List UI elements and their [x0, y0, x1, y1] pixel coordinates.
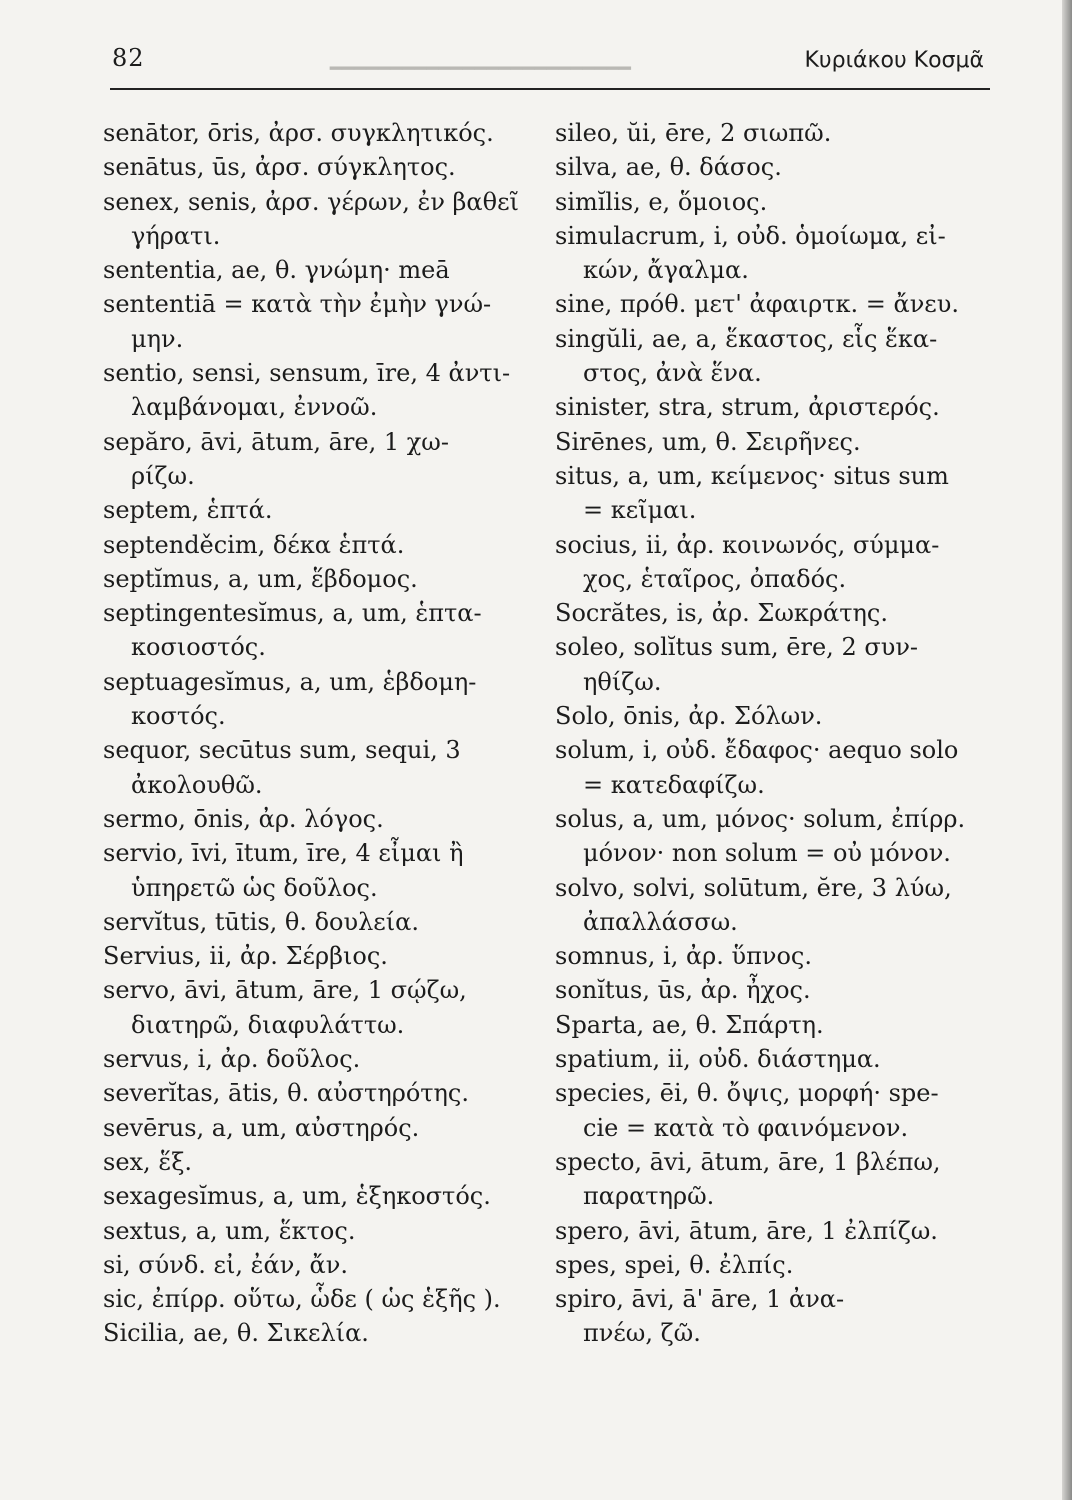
dictionary-entry: sinister, stra, strum, ἀριστερός.: [555, 393, 940, 422]
dictionary-entry: sex, ἕξ.: [103, 1147, 193, 1176]
dictionary-entry: servo, āvi, ātum, āre, 1 σῴζω,: [103, 976, 467, 1005]
dictionary-entry: solum, i, οὐδ. ἔδαφος· aequo solo: [555, 736, 959, 765]
dictionary-entry: Sirēnes, um, θ. Σειρῆνες.: [555, 427, 861, 456]
entry-continuation: ἀπαλλάσσω.: [583, 907, 738, 936]
dictionary-entry: septingentesĭmus, a, um, ἑπτα-: [103, 599, 482, 628]
entry-continuation: κών, ἄγαλμα.: [583, 256, 749, 285]
running-head: Κυριάκου Κοσμᾶ: [804, 48, 984, 73]
entry-continuation: πνέω, ζῶ.: [583, 1319, 701, 1348]
dictionary-entry: simĭlis, e, ὅμοιος.: [555, 187, 768, 216]
dictionary-entry: soleo, solĭtus sum, ēre, 2 συν-: [555, 633, 919, 662]
dictionary-entry: sine, πρόθ. μετ' ἀφαιρτκ. = ἄνευ.: [555, 290, 959, 319]
dictionary-entry: servio, īvi, ītum, īre, 4 εἶμαι ἢ: [103, 839, 464, 868]
entry-continuation: ηθίζω.: [583, 667, 662, 696]
dictionary-entry: somnus, i, ἀρ. ὕπνος.: [555, 942, 812, 971]
bleed-through-text: ━━━━━━━━━━━━━━━━━━━━━━━━━: [330, 56, 632, 80]
entry-continuation: παρατηρῶ.: [583, 1182, 715, 1211]
dictionary-entry: socius, ii, ἀρ. κοινωνός, σύμμα-: [555, 530, 940, 559]
dictionary-entry: singŭli, ae, a, ἕκαστος, εἷς ἕκα-: [555, 324, 938, 353]
entry-continuation: μην.: [131, 324, 184, 353]
dictionary-entry: senātor, ōris, ἀρσ. συγκλητικός.: [103, 119, 494, 147]
left-column: [103, 116, 531, 1351]
dictionary-entry: Solo, ōnis, ἀρ. Σόλων.: [555, 702, 823, 731]
entry-continuation: ἀκολουθῶ.: [131, 770, 263, 799]
entry-continuation: ὑπηρετῶ ὡς δοῦλος.: [131, 873, 378, 902]
dictionary-entry: simulacrum, i, οὐδ. ὁμοίωμα, εἰ-: [555, 221, 946, 250]
entry-continuation: μόνον· non solum = οὐ μόνον.: [583, 839, 951, 868]
dictionary-entry: spes, spei, θ. ἐλπίς.: [555, 1250, 794, 1279]
entry-continuation: λαμβάνομαι, ἐννοῶ.: [131, 393, 378, 422]
dictionary-entry: solus, a, um, μόνος· solum, ἐπίρρ.: [555, 804, 966, 833]
entry-continuation: γήρατι.: [131, 221, 221, 250]
dictionary-entry: spiro, āvi, ā' āre, 1 ἀνα-: [555, 1285, 845, 1314]
dictionary-entry: severĭtas, ātis, θ. αὐστηρότης.: [103, 1079, 469, 1108]
scan-edge-shadow: [1062, 0, 1072, 1500]
dictionary-entry: spero, āvi, ātum, āre, 1 ἐλπίζω.: [555, 1216, 938, 1245]
dictionary-entry: sextus, a, um, ἕκτος.: [103, 1216, 356, 1245]
dictionary-entry: sileo, ŭi, ēre, 2 σιωπῶ.: [555, 119, 832, 147]
dictionary-entry: sententiā = κατὰ τὴν ἐμὴν γνώ-: [103, 290, 492, 319]
dictionary-entry: sententia, ae, θ. γνώμη· meā: [103, 256, 450, 285]
dictionary-entry: Sicilia, ae, θ. Σικελία.: [103, 1319, 369, 1348]
entry-continuation: = κατεδαφίζω.: [583, 770, 765, 799]
dictionary-entry: specto, āvi, ātum, āre, 1 βλέπω,: [555, 1147, 941, 1176]
dictionary-entry: sic, ἐπίρρ. οὕτω, ὧδε ( ὡς ἑξῆς ).: [103, 1285, 501, 1314]
dictionary-entry: septenděcim, δέκα ἑπτά.: [103, 530, 405, 559]
entry-continuation: cie = κατὰ τὸ φαινόμενον.: [583, 1113, 909, 1142]
entry-continuation: στος, ἀνὰ ἕνα.: [583, 359, 762, 388]
dictionary-entry: servus, i, ἀρ. δοῦλος.: [103, 1045, 361, 1074]
dictionary-entry: servĭtus, tūtis, θ. δουλεία.: [103, 907, 419, 936]
dictionary-entry: sequor, secūtus sum, sequi, 3: [103, 736, 461, 765]
page-number: 82: [112, 44, 145, 72]
dictionary-entry: septem, ἑπτά.: [103, 496, 273, 525]
dictionary-entry: solvo, solvi, solūtum, ĕre, 3 λύω,: [555, 873, 952, 902]
dictionary-entry: senex, senis, ἀρσ. γέρων, ἐν βαθεῖ: [103, 187, 519, 216]
dictionary-entry: spatium, ii, οὐδ. διάστημα.: [555, 1045, 881, 1074]
entry-continuation: ρίζω.: [131, 461, 195, 490]
entry-continuation: = κεῖμαι.: [583, 496, 697, 525]
dictionary-entry: situs, a, um, κείμενος· situs sum: [555, 461, 949, 490]
dictionary-entry: sexagesĭmus, a, um, ἑξηκοστός.: [103, 1182, 491, 1211]
dictionary-entry: sonĭtus, ūs, ἀρ. ἦχος.: [555, 976, 811, 1005]
entry-continuation: κοστός.: [131, 702, 226, 731]
dictionary-entry: Sparta, ae, θ. Σπάρτη.: [555, 1010, 824, 1039]
right-column: [555, 116, 985, 1351]
dictionary-entry: septĭmus, a, um, ἕβδομος.: [103, 564, 418, 593]
dictionary-entry: Servius, ii, ἀρ. Σέρβιος.: [103, 942, 388, 971]
dictionary-entry: sevērus, a, um, αὐστηρός.: [103, 1113, 420, 1142]
dictionary-entry: septuagesĭmus, a, um, ἑβδομη-: [103, 667, 477, 696]
dictionary-entry: sepăro, āvi, ātum, āre, 1 χω-: [103, 427, 449, 456]
entry-continuation: κοσιοστός.: [131, 633, 266, 662]
dictionary-entry: si, σύνδ. εἰ, ἐάν, ἄν.: [103, 1250, 348, 1279]
dictionary-entry: sermo, ōnis, ἀρ. λόγος.: [103, 804, 384, 833]
entry-continuation: διατηρῶ, διαφυλάττω.: [131, 1010, 405, 1039]
dictionary-entry: Socrătes, is, ἀρ. Σωκράτης.: [555, 599, 888, 628]
header-rule: [110, 88, 990, 90]
entry-continuation: χος, ἑταῖρος, ὀπαδός.: [583, 564, 847, 593]
dictionary-entry: sentio, sensi, sensum, īre, 4 ἀντι-: [103, 359, 511, 388]
dictionary-entry: species, ēi, θ. ὄψις, μορφή· spe-: [555, 1079, 939, 1108]
dictionary-entry: silva, ae, θ. δάσος.: [555, 153, 782, 182]
dictionary-entry: senātus, ūs, ἀρσ. σύγκλητος.: [103, 153, 456, 182]
